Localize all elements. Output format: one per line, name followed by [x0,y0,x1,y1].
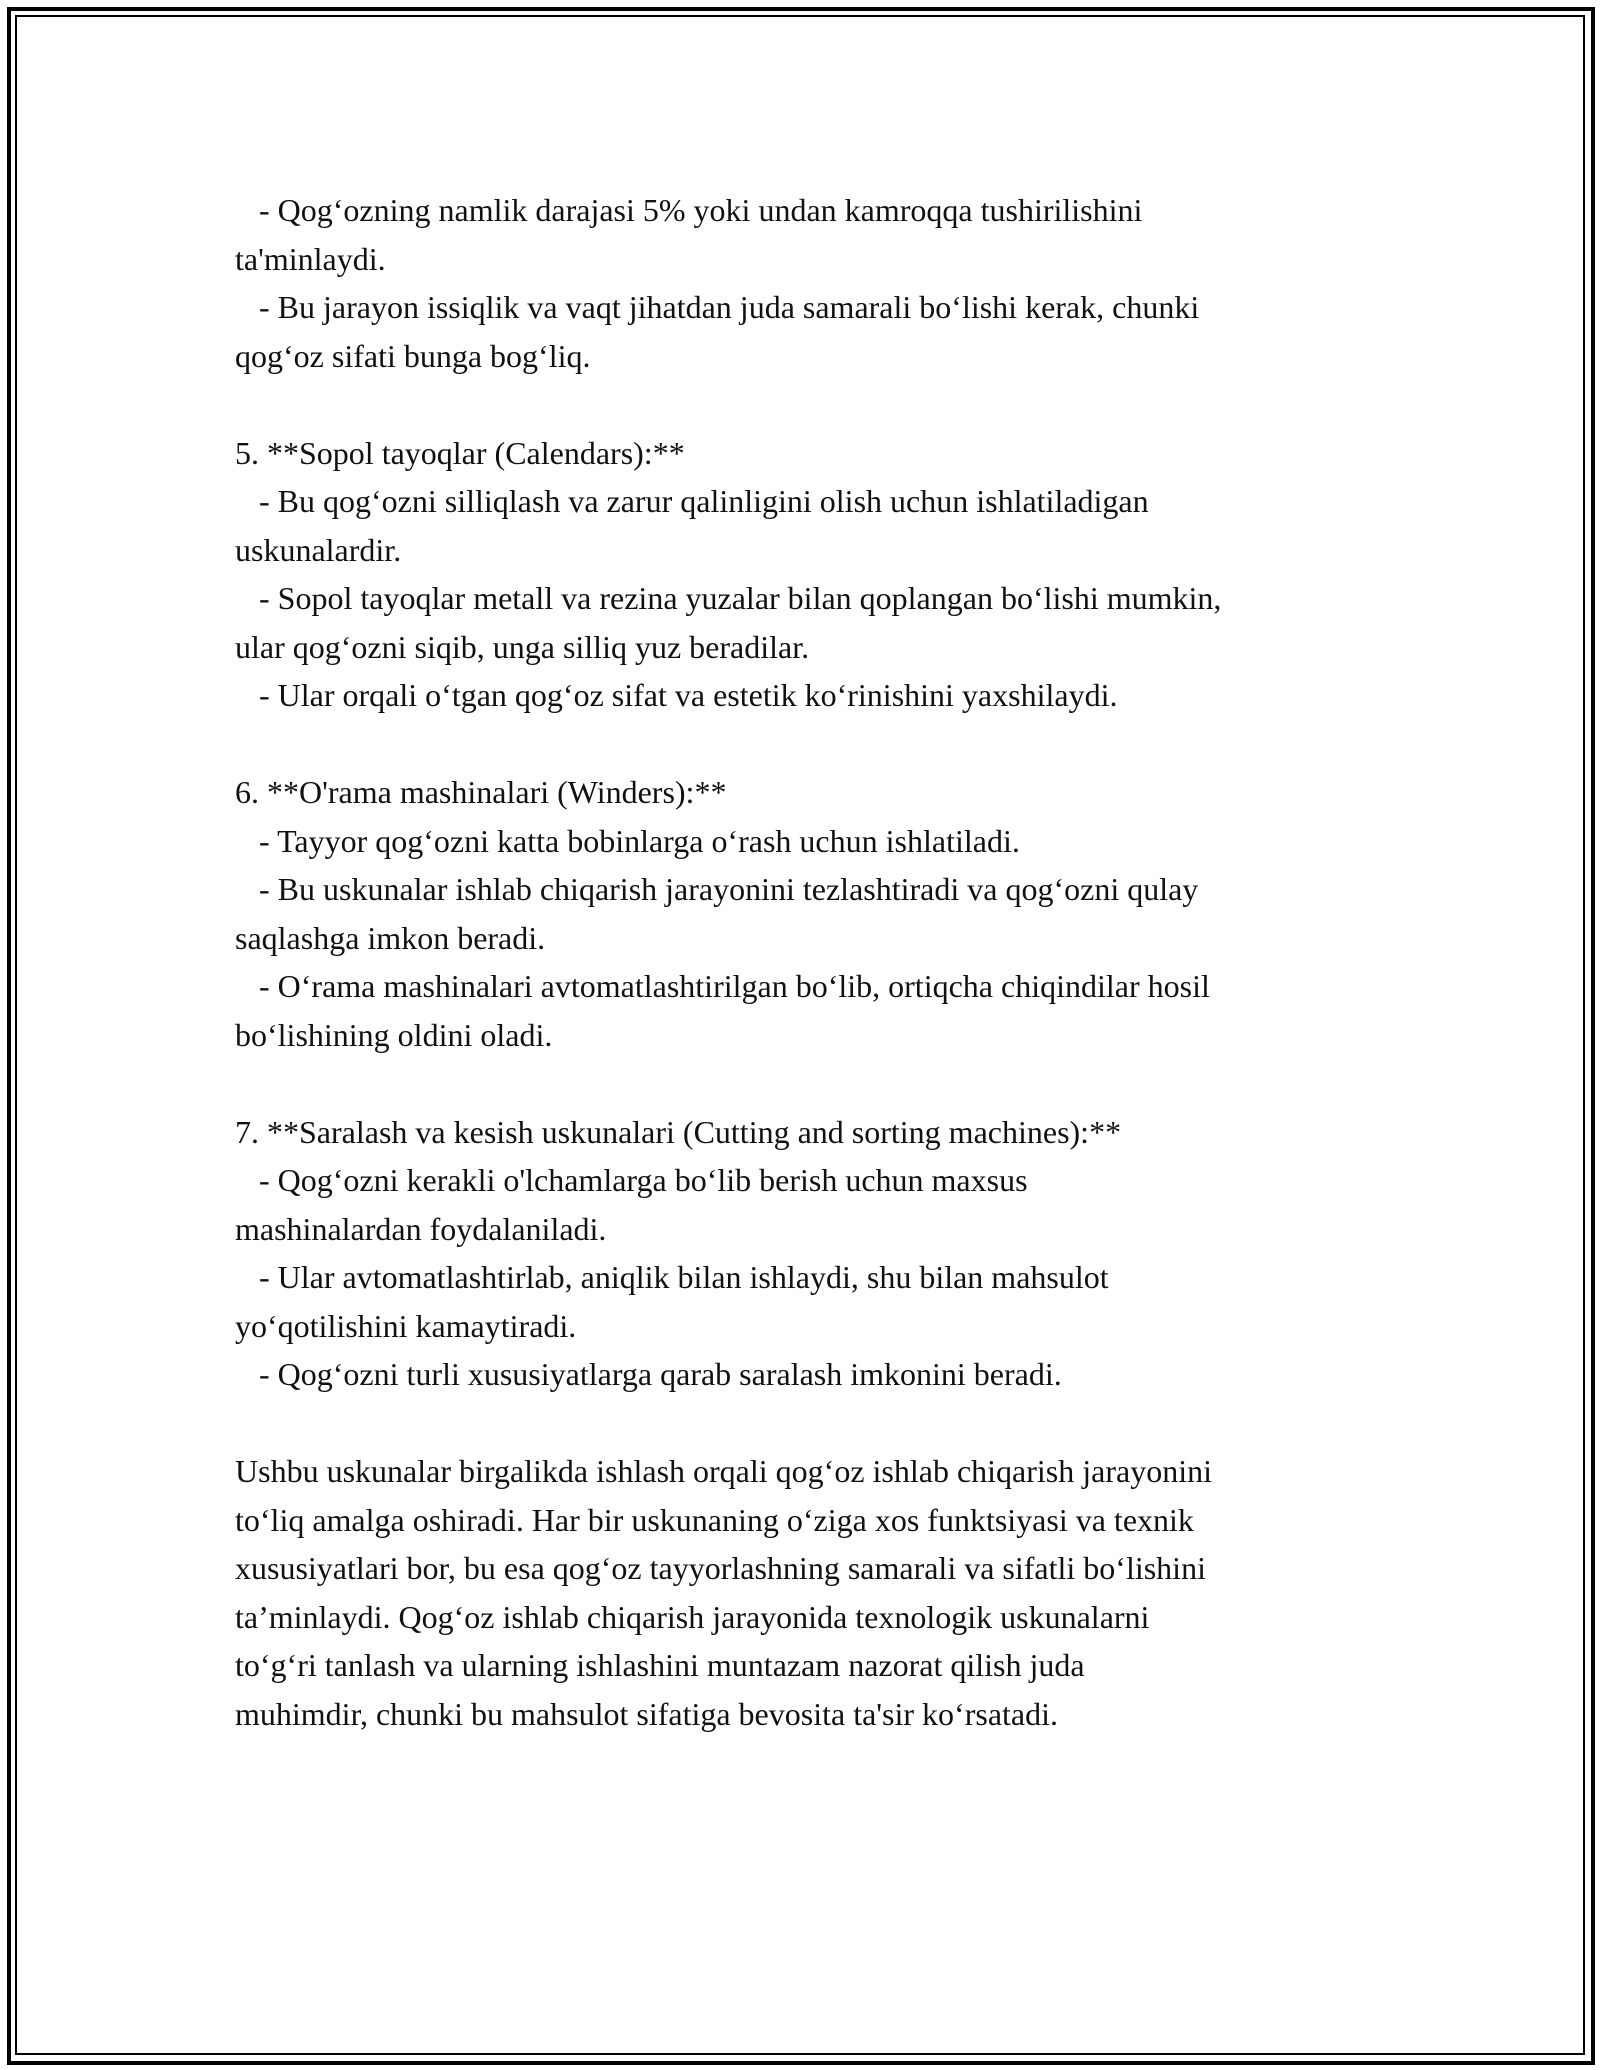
text-line: - Bu jarayon issiqlik va vaqt jihatdan juda samarali bo‘lishi kerak, chunki [235,289,1200,325]
blank-line [235,1399,1385,1448]
section-heading: 5. **Sopol tayoqlar (Calendars):** [235,434,685,471]
blank-line [235,380,1385,429]
summary-line: to‘liq amalga oshiradi. Har bir uskunaning o‘ziga xos funktsiyasi va texnik [235,1501,1194,1538]
summary-line: xususiyatlari bor, bu esa qog‘oz tayyorlashning samarali va sifatli bo‘lishini [235,1550,1206,1586]
text-line: - Sopol tayoqlar metall va rezina yuzalar bilan qoplangan bo‘lishi mumkin, [235,580,1222,616]
text-line: yo‘qotilishini kamaytiradi. [235,1307,577,1344]
text-line: - Qog‘ozni turli xususiyatlarga qarab saralash imkonini beradi. [235,1356,1062,1392]
blank-line [235,720,1385,769]
text-line: qog‘oz sifati bunga bog‘liq. [235,337,591,374]
text-line: - Tayyor qog‘ozni katta bobinlarga o‘rash uchun ishlatiladi. [235,822,1020,859]
text-line: - Qog‘ozni kerakli o'lchamlarga bo‘lib berish uchun maxsus [235,1162,1028,1198]
text-line: - Bu uskunalar ishlab chiqarish jarayonini tezlashtiradi va qog‘ozni qulay [235,871,1199,907]
text-line: saqlashga imkon beradi. [235,919,546,956]
summary-line: to‘g‘ri tanlash va ularning ishlashini muntazam nazorat qilish juda [235,1647,1085,1683]
text-line: - Ular orqali o‘tgan qog‘oz sifat va estetik ko‘rinishini yaxshilaydi. [235,677,1118,713]
text-line: - Ular avtomatlashtirlab, aniqlik bilan ishlaydi, shu bilan mahsulot [235,1259,1109,1295]
text-line: - Bu qog‘ozni silliqlash va zarur qalinligini olish uchun ishlatiladigan [235,483,1149,519]
text-line: ular qog‘ozni siqib, unga silliq yuz beradilar. [235,628,810,665]
text-line: - Qog‘ozning namlik darajasi 5% yoki undan kamroqqa tushirilishini [235,192,1143,228]
section-heading: 7. **Saralash va kesish uskunalari (Cutting and sorting machines):** [235,1113,1122,1150]
section-heading: 6. **O'rama mashinalari (Winders):** [235,774,727,810]
text-line: uskunalardir. [235,531,402,568]
text-line: ta'minlaydi. [235,240,386,277]
blank-line [235,1059,1385,1108]
document-body [235,186,1385,1738]
text-line: - O‘rama mashinalari avtomatlashtirilgan bo‘lib, ortiqcha chiqindilar hosil [235,968,1210,1004]
summary-line: ta’minlaydi. Qog‘oz ishlab chiqarish jarayonida texnologik uskunalarni [235,1598,1150,1635]
summary-line: muhimdir, chunki bu mahsulot sifatiga bevosita ta'sir ko‘rsatadi. [235,1695,1058,1732]
text-line: mashinalardan foydalaniladi. [235,1210,607,1247]
text-line: bo‘lishining oldini oladi. [235,1016,553,1053]
summary-line: Ushbu uskunalar birgalikda ishlash orqali qog‘oz ishlab chiqarish jarayonini [235,1453,1212,1489]
